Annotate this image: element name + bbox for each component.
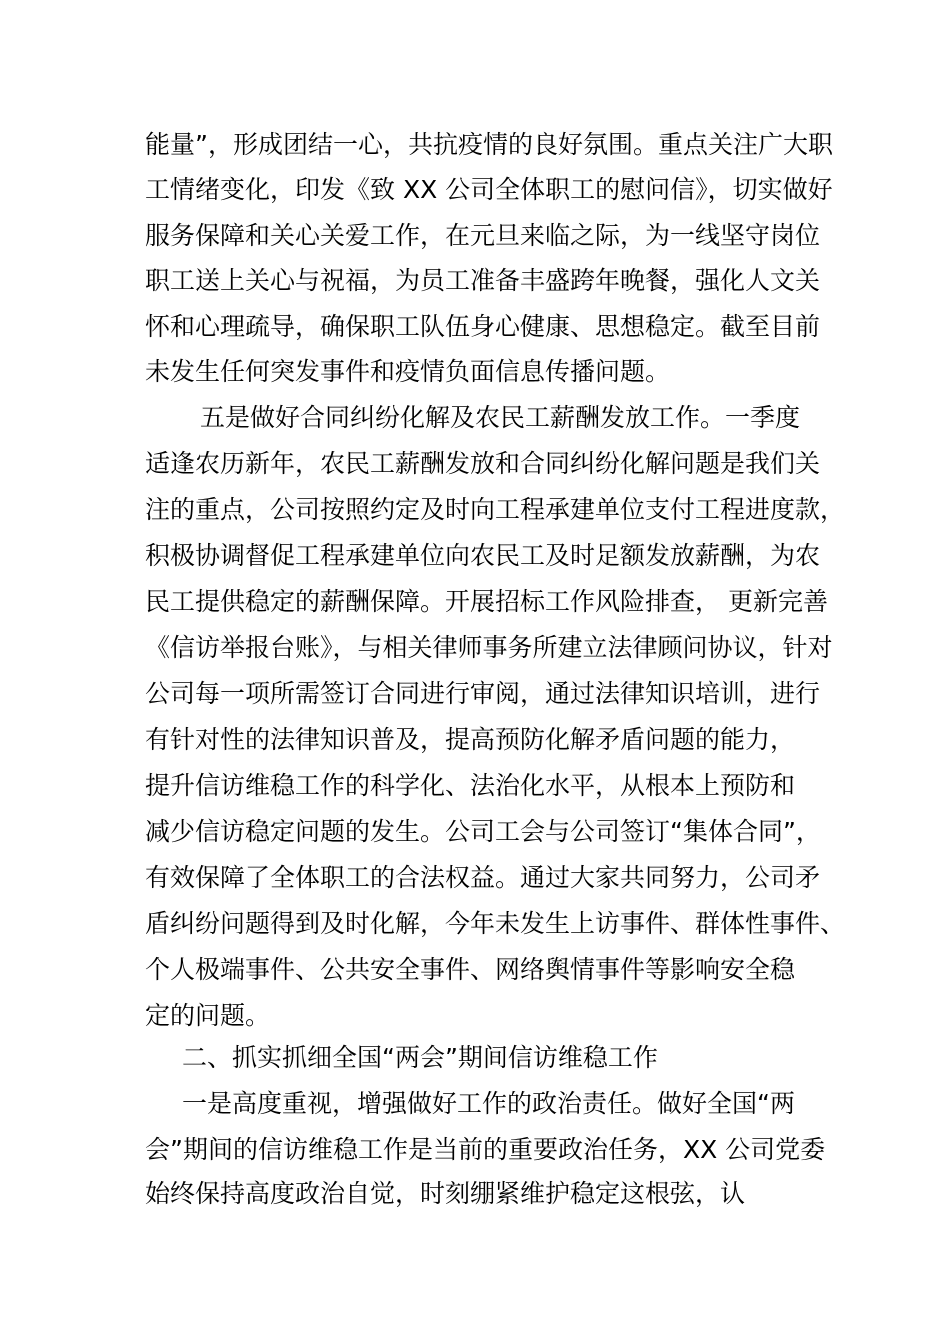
text-line: 民工提供稳定的薪酬保障。开展招标工作风险排查， 更新完善: [145, 587, 828, 616]
text-line: 公司每一项所需签订合同进行审阅，通过法律知识培训，进行: [145, 679, 821, 708]
text-line: 怀和心理疏导，确保职工队伍身心健康、思想稳定。截至目前: [145, 312, 821, 341]
text-line: 服务保障和关心关爱工作，在元旦来临之际，为一线坚守岗位: [145, 221, 821, 250]
text-line: 能量”，形成团结一心，共抗疫情的良好氛围。重点关注广大职: [145, 130, 833, 159]
text-line: 适逢农历新年，农民工薪酬发放和合同纠纷化解问题是我们关: [145, 449, 821, 478]
text-line: 会”期间的信访维稳工作是当前的重要政治任务，XX 公司党委: [145, 1135, 826, 1164]
text-line: 注的重点，公司按照约定及时向工程承建单位支付工程进度款，: [145, 495, 846, 524]
text-line: 减少信访稳定问题的发生。公司工会与公司签订“集体合同”，: [145, 817, 821, 846]
paragraph-heading: 五是做好合同纠纷化解及农民工薪酬发放工作。一季度: [200, 403, 801, 432]
text-line: 有针对性的法律知识普及，提高预防化解矛盾问题的能力，: [145, 725, 796, 754]
text-line: 有效保障了全体职工的合法权益。通过大家共同努力，公司矛: [145, 863, 821, 892]
text-line: 始终保持高度政治自觉，时刻绷紧维护稳定这根弦，认: [145, 1179, 746, 1208]
section-heading: 二、抓实抓细全国“两会”期间信访维稳工作: [182, 1043, 658, 1072]
text-line: 提升信访维稳工作的科学化、法治化水平，从根本上预防和: [145, 771, 796, 800]
text-line: 积极协调督促工程承建单位向农民工及时足额发放薪酬，为农: [145, 541, 821, 570]
text-line: 工情绪变化，印发《致 XX 公司全体职工的慰问信》，切实做好: [145, 175, 833, 204]
text-line: 《信访举报台账》，与相关律师事务所建立法律顾问协议，针对: [145, 633, 833, 662]
paragraph-heading: 一是高度重视，增强做好工作的政治责任。做好全国“两: [182, 1089, 795, 1118]
text-line: 职工送上关心与祝福，为员工准备丰盛跨年晚餐，强化人文关: [145, 266, 821, 295]
text-line: 定的问题。: [145, 1001, 271, 1030]
text-line: 未发生任何突发事件和疫情负面信息传播问题。: [145, 357, 671, 386]
text-line: 盾纠纷问题得到及时化解，今年未发生上访事件、群体性事件、: [145, 909, 846, 938]
text-line: 个人极端事件、公共安全事件、网络舆情事件等影响安全稳: [145, 955, 796, 984]
